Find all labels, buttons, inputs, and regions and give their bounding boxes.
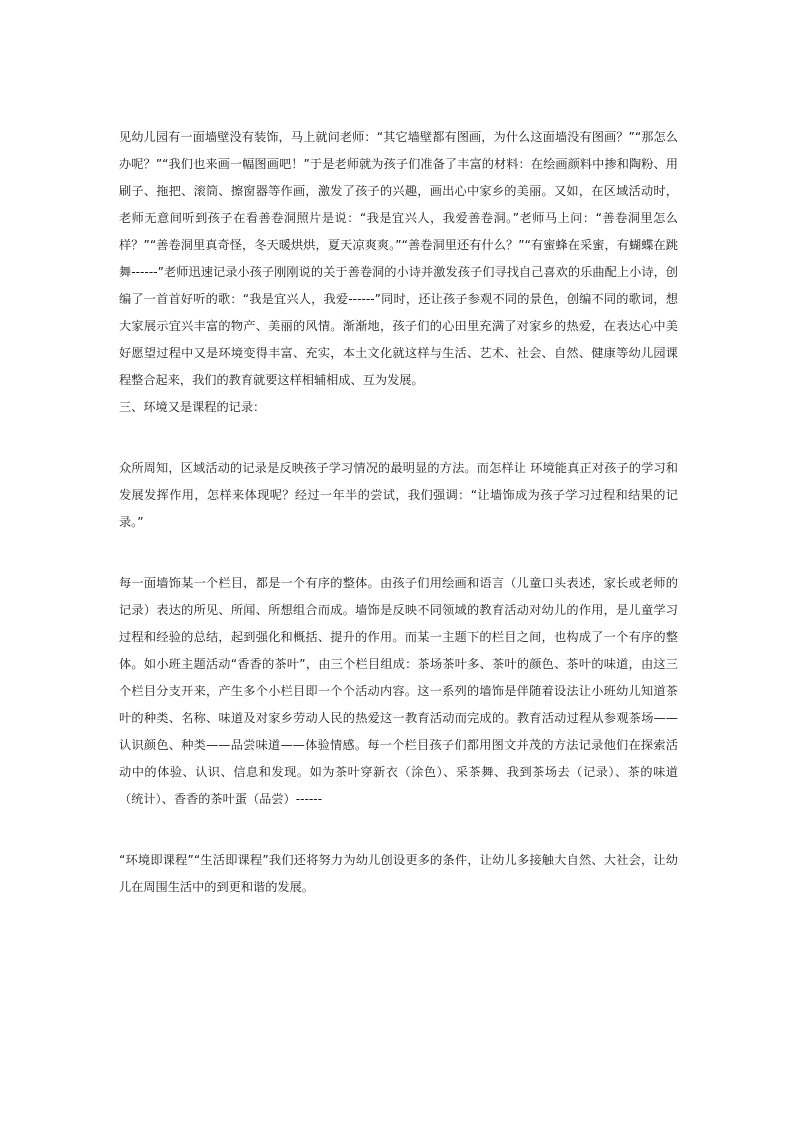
paragraph-shanjuan-story: 见幼儿园有一面墙壁没有装饰，马上就问老师：“其它墙壁都有图画，为什么这面墙没有图画？”“那怎么办呢？”“我们也来画一幅图画吧！”于是老师就为孩子们准备了丰富的材料：在绘画颜料中掺和陶粉、用刷子、拖把、滚筒、擦窗器等作画，激发了孩子的兴趣，画出心中家乡的美丽。又如，在区域活动时，老师无意间听到孩子在看善卷洞照片是说：“我是宜兴人，我爱善卷洞。”老师马上问：“善卷洞里怎么样？”“善卷洞里真奇怪，冬天暖烘烘，夏天凉爽爽。”“善卷洞里还有什么？”“有蜜蜂在采蜜，有蝴蝶在跳舞------”老师迅速记录小孩子刚刚说的关于善卷洞的小诗并激发孩子们寻找自己喜欢的乐曲配上小诗，创编了一首首好听的歌：“我是宜兴人，我爱------”同时，还让孩子参观不同的景色，创编不同的歌词，想大家展示宜兴丰富的物产、美丽的风情。渐渐地，孩子们的心田里充满了对家乡的热爱，在表达心中美好愿望过程中又是环境变得丰富、充实，本土文化就这样与生活、艺术、社会、自然、健康等幼儿园课程整合起来，我们的教育就要这样相辅相成、互为发展。 (119, 130, 678, 387)
paragraph-region-activity-record: 众所周知，区域活动的记录是反映孩子学习情况的最明显的方法。而怎样让 环境能真正对孩子的学习和发展发挥作用，怎样来体现呢？经过一年半的尝试，我们强调：“让墙饰成为孩子学习过程和结果的记录。” (119, 461, 678, 529)
section-heading-environment-record: 三、环境又是课程的记录： (119, 400, 266, 414)
paragraph-gap (119, 813, 678, 847)
paragraph-gap (119, 536, 678, 570)
document-body (119, 124, 678, 901)
paragraph-wall-decoration-columns: 每一面墙饰某一个栏目，都是一个有序的整体。由孩子们用绘画和语言（儿童口头表述，家长或老师的记录）表达的所见、所闻、所想组合而成。墙饰是反映不同领域的教育活动对幼儿的作用，是儿童学习过程和经验的总结，起到强化和概括、提升的作用。而某一主题下的栏目之间，也构成了一个有序的整体。如小班主题活动“香香的茶叶”，由三个栏目组成：茶场茶叶多、茶叶的颜色、茶叶的味道，由这三个栏目分支开来，产生多个小栏目即一个个活动内容。这一系列的墙饰是伴随着设法让小班幼儿知道茶叶的种类、名称、味道及对家乡劳动人民的热爱这一教育活动而完成的。教育活动过程从参观茶场——认识颜色、种类——品尝味道——体验情感。每一个栏目孩子们都用图文并茂的方法记录他们在探索活动中的体验、认识、信息和发现。如为茶叶穿新衣（涂色）、采茶舞、我到茶场去（记录）、茶的味道（统计）、香香的茶叶蛋（品尝）------ (119, 576, 678, 806)
paragraph-gap (119, 421, 678, 455)
paragraph-conclusion: “环境即课程”“生活即课程”我们还将努力为幼儿创设更多的条件，让幼儿多接触大自然、大社会，让幼儿在周围生活中的到更和谐的发展。 (119, 853, 678, 894)
